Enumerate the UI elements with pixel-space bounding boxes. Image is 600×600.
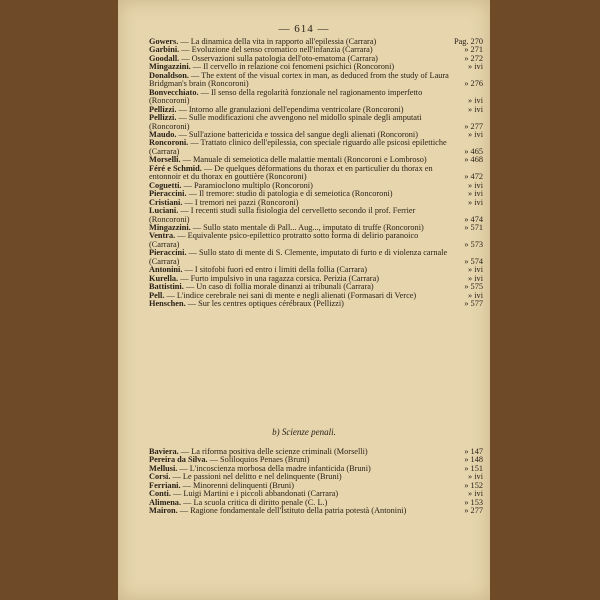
entry-page: » ivi	[468, 489, 483, 499]
entry-title: — Sull'azione battericida e tossica del sangue degli alienati (Roncoroni)	[176, 129, 419, 139]
entry-page: » 152	[464, 480, 483, 490]
entry-title: — Il senso della regolarità fonzionale nel ragionamento imperfetto (Roncoroni)	[149, 87, 423, 106]
entry-author: Corsi.	[149, 472, 171, 482]
entry-title: — Sur les centres optiques cérébraux (Pellizzi)	[185, 299, 344, 309]
entry-page: » ivi	[468, 273, 483, 283]
bibliography-entry	[149, 232, 483, 249]
entry-title: — Sullo stato mentale di Pall... Aug..., imputato di truffe (Roncoroni)	[190, 222, 424, 232]
entry-author: Mellusi.	[149, 463, 178, 473]
entry-author: Ventra.	[149, 231, 176, 241]
entry-page: » ivi	[468, 290, 483, 300]
entry-author: Antonini.	[149, 265, 183, 275]
entry-title: — La dinamica della vita in rapporto all'epilessia (Carrara)	[178, 37, 377, 46]
bibliography-entry	[149, 249, 483, 266]
entry-author: Féré e Schmid.	[149, 163, 202, 173]
entry-author: Maudo.	[149, 129, 177, 139]
entry-page: » 472	[464, 172, 483, 182]
entry-page: » 574	[464, 256, 483, 266]
bibliography-entry	[149, 300, 483, 308]
entry-title: — Il cervello in relazione coi fenomeni psichici (Roncoroni)	[190, 62, 395, 72]
entry-title: — Manuale di semeiotica delle malattie mentali (Roncoroni e Lombroso)	[180, 155, 427, 165]
entry-page: » 573	[464, 239, 483, 249]
entry-title: — I recenti studi sulla fisiologia del cervelletto secondo il prof. Ferrier (Roncoroni)	[149, 206, 416, 224]
entry-author: Battistini.	[149, 282, 184, 292]
entry-page: » 575	[464, 282, 483, 292]
entry-title: — Sulle modificazioni che avvengono nel midollo spinale degli amputati (Roncoroni)	[149, 113, 422, 131]
entry-author: Cristiani.	[149, 197, 183, 207]
entry-page: » 277	[464, 506, 483, 516]
entry-page: » 277	[464, 121, 483, 131]
entry-title: — L'indice cerebrale nei sani di mente e negli alienati (Formasari di Verce)	[164, 290, 417, 300]
entry-page: » 468	[464, 155, 483, 165]
entry-page: » ivi	[468, 104, 483, 114]
bibliography-entry	[149, 207, 483, 224]
entry-title: — La riforma positiva delle scienze criminali (Morselli)	[178, 447, 368, 456]
entry-author: Bonvecchiato.	[149, 87, 199, 97]
entry-author: Pieraccini.	[149, 189, 187, 199]
page-number: — 614 —	[278, 23, 330, 35]
entry-title: — De quelques déformations du thorax et en particulier du thorax en entonnoir et du thorax en gouttière (Roncoroni)	[149, 163, 433, 182]
entry-author: Donaldson.	[149, 70, 189, 80]
entry-author: Mingazzini.	[149, 62, 191, 72]
bibliography-entry	[149, 114, 483, 131]
entry-title: — Un caso di follia morale dinanzi ai tribunali (Carrara)	[183, 282, 374, 292]
entry-page: » 151	[464, 463, 483, 473]
entry-title: — La scuola critica di diritto penale (C. L.)	[181, 497, 328, 507]
entry-author: Pieraccini.	[149, 248, 187, 258]
entry-page: Pag. 270	[453, 37, 483, 46]
entry-page: » 153	[464, 497, 483, 507]
entry-title: — Osservazioni sulla patologia dell'oto-ematoma (Carrara)	[179, 53, 378, 63]
bibliography-entry	[149, 165, 483, 182]
entry-author: Morselli.	[149, 155, 181, 165]
entry-author: Alimena.	[149, 497, 182, 507]
entry-title: — Luigi Martini e i piccoli abbandonati (Carrara)	[170, 489, 339, 499]
entry-page: » 271	[464, 45, 483, 55]
entry-author: Luciani.	[149, 206, 179, 216]
entry-author: Roncoroni.	[149, 138, 189, 148]
entry-author: Coguetti.	[149, 180, 182, 190]
entry-author: Goodall.	[149, 53, 180, 63]
entry-author: Ferriani.	[149, 480, 181, 490]
section-b-title: b) Scienze penali.	[272, 427, 336, 437]
bibliography-entry	[149, 72, 483, 89]
entry-page: » 276	[464, 79, 483, 89]
entry-title: — L'incoscienza morbosa della madre infanticida (Bruni)	[177, 463, 371, 473]
entry-page: » ivi	[468, 472, 483, 482]
entry-title: — Il tremore: studio di patologia e di semeiotica (Roncoroni)	[186, 189, 393, 199]
entry-page: » 474	[464, 214, 483, 224]
entry-author: Henschen.	[149, 299, 186, 309]
entry-title: — Furto impulsivo in una ragazza corsica. Perizia (Carrara)	[178, 273, 380, 283]
entry-author: Garbini.	[149, 45, 180, 55]
entry-title: — I sitofobi fuori ed entro i limiti della follia (Carrara)	[182, 265, 367, 275]
entry-author: Conti.	[149, 489, 171, 499]
entry-page: » 148	[464, 455, 483, 465]
entry-title: — I tremori nei pazzi (Roncoroni)	[182, 197, 299, 207]
book-page	[118, 0, 490, 600]
entry-author: Baviera.	[149, 447, 179, 456]
entry-page: » ivi	[468, 265, 483, 275]
bibliography-entry	[149, 507, 483, 515]
entry-title: — Le passioni nel delitto e nel delinquente (Bruni)	[170, 472, 342, 482]
entry-page: » ivi	[468, 189, 483, 199]
entry-author: Pellizzi.	[149, 104, 177, 114]
section-b-entries	[149, 448, 483, 516]
entry-title: — Sullo stato di mente di S. Clemente, imputato di furto e di violenza carnale (Carrara)	[149, 248, 448, 266]
entry-author: Pereira da Silva.	[149, 455, 208, 465]
entry-title: — The extent of the visual cortex in man, as deduced from the study of Laura Bridgman's brain (Roncoroni)	[149, 70, 449, 89]
entry-page: » ivi	[468, 62, 483, 72]
entry-page: » 147	[464, 447, 483, 456]
entry-page: » ivi	[468, 180, 483, 190]
entry-author: Kurella.	[149, 273, 179, 283]
entry-author: Gowers.	[149, 37, 179, 46]
entry-page: » 272	[464, 53, 483, 63]
bibliography-entry	[149, 139, 483, 156]
entry-author: Mairon.	[149, 506, 178, 516]
entry-title: — Ragione fondamentale dell'Istituto della patria potestà (Antonini)	[177, 506, 407, 516]
entry-title: — Minorenni delinquenti (Bruni)	[180, 480, 294, 490]
entry-page: » ivi	[468, 129, 483, 139]
bibliography-entry	[149, 89, 483, 106]
entry-page: » ivi	[468, 96, 483, 106]
entry-title: — Equivalente psico-epilettico protratto sotto forma di delirio paranoico (Carrara)	[149, 231, 419, 249]
entry-title: — Soliloquios Penaes (Bruni)	[207, 455, 310, 465]
entry-author: Pell.	[149, 290, 165, 300]
entry-title: — Intorno alle granulazioni dell'ependima ventricolare (Roncoroni)	[176, 104, 404, 114]
entry-title: — Trattato clinico dell'epilessia, con speciale riguardo alle psicosi epilettiche (Carrara)	[149, 138, 447, 156]
entry-title: — Evoluzione del senso cromatico nell'infanzia (Carrara)	[179, 45, 373, 55]
entry-author: Mingazzini.	[149, 222, 191, 232]
entry-page: » ivi	[468, 197, 483, 207]
entry-title: — Paramioclono multiplo (Roncoroni)	[181, 180, 313, 190]
entry-page: » 465	[464, 146, 483, 156]
entry-page: » 571	[464, 222, 483, 232]
section-a-entries	[149, 38, 483, 309]
entry-page: » 577	[464, 299, 483, 309]
entry-author: Pellizzi.	[149, 113, 177, 123]
